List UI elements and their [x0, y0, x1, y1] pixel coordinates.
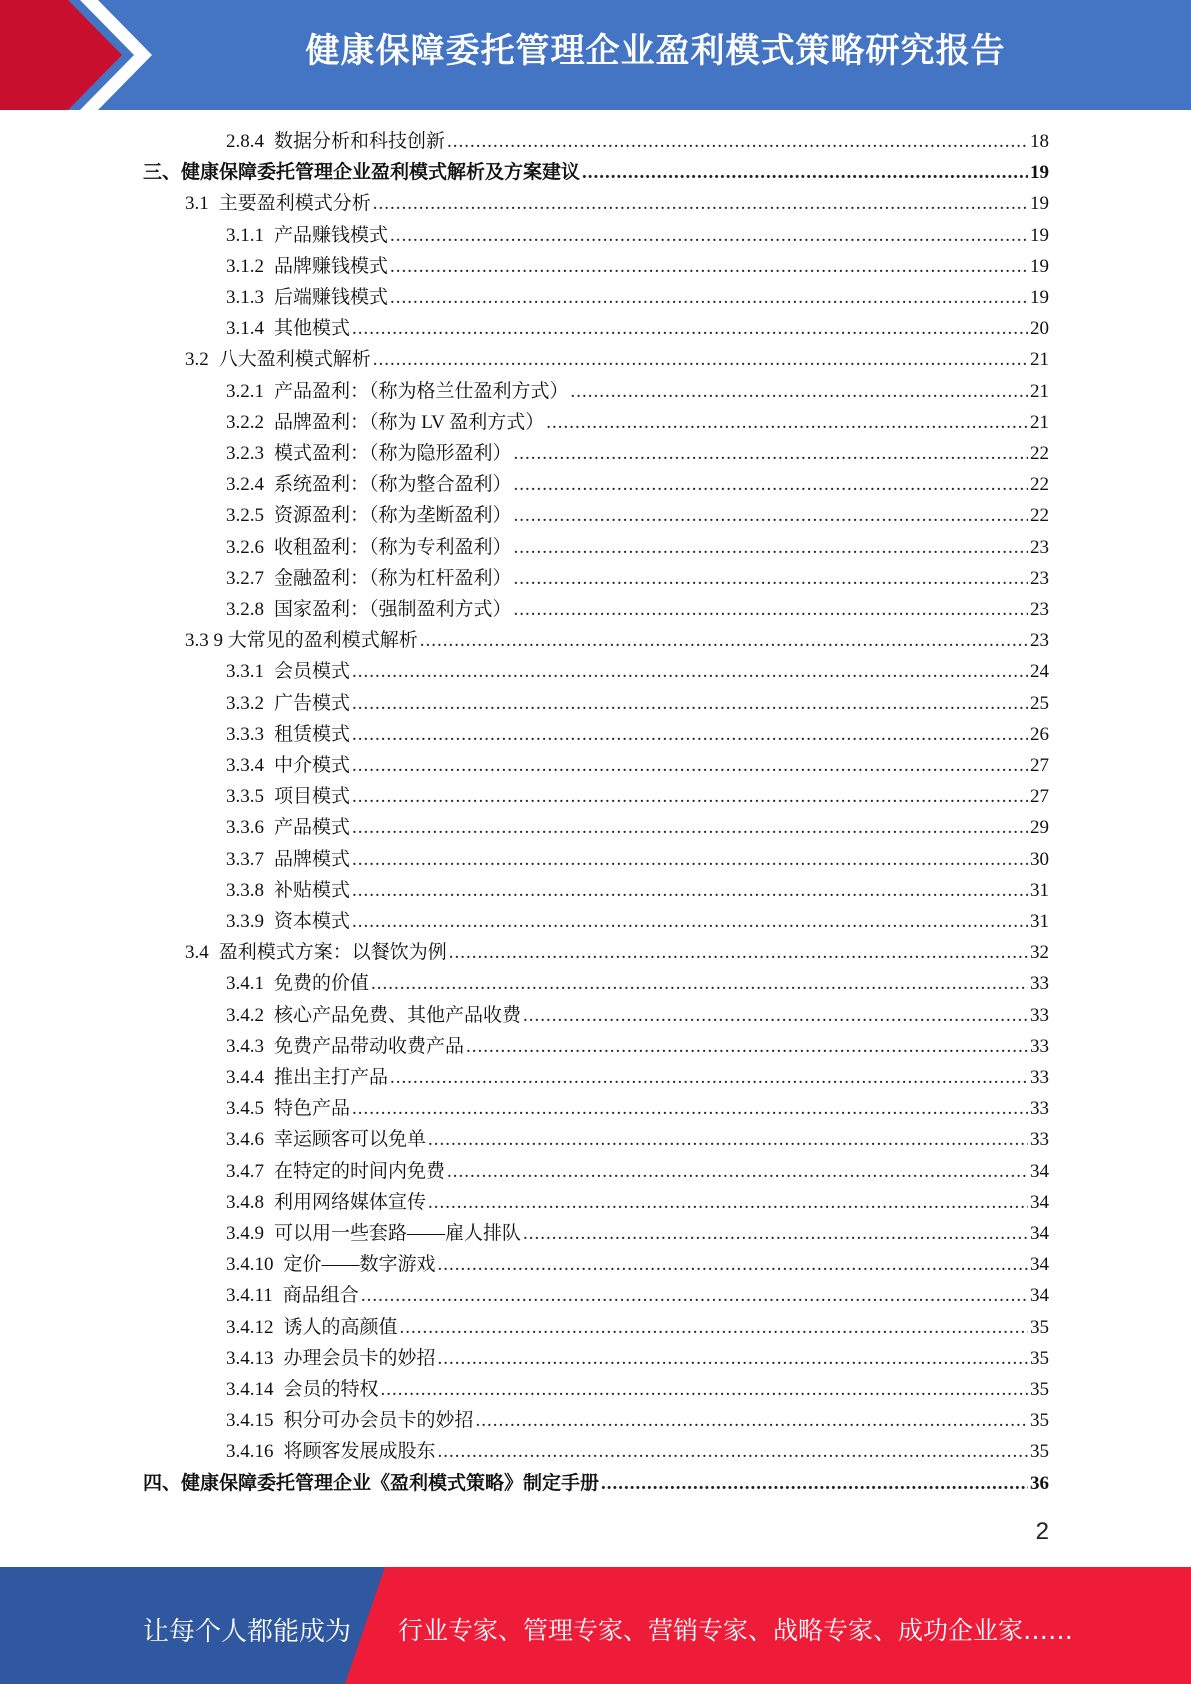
toc-entry-title: 品牌模式	[274, 848, 351, 870]
toc-entry[interactable]	[0, 783, 1049, 811]
toc-dot-leader	[514, 440, 1028, 468]
toc-entry-label	[185, 190, 371, 218]
toc-dot-leader	[352, 783, 1028, 811]
footer-slogan-right: 行业专家、管理专家、营销专家、战略专家、成功企业家……	[398, 1616, 1074, 1645]
toc-entry[interactable]	[0, 284, 1049, 312]
toc-entry-number: 3.4.4	[226, 1067, 264, 1088]
toc-entry-page: 21	[1030, 349, 1049, 371]
toc-dot-leader	[438, 1438, 1028, 1466]
toc-entry-title: 产品赚钱模式	[274, 224, 389, 246]
toc-dot-leader	[352, 814, 1028, 842]
toc-entry[interactable]	[0, 908, 1049, 936]
toc-entry-label	[226, 877, 350, 905]
toc-entry[interactable]	[0, 877, 1049, 905]
toc-dot-leader	[428, 1126, 1028, 1154]
toc-entry-page: 31	[1030, 911, 1049, 932]
toc-entry[interactable]	[0, 190, 1049, 218]
toc-entry-label	[226, 690, 350, 718]
toc-entry-page: 20	[1030, 318, 1049, 340]
toc-entry-page: 35	[1030, 1379, 1049, 1400]
toc-entry-label	[226, 1251, 436, 1279]
toc-entry-label	[226, 222, 388, 250]
toc-entry-title: 在特定的时间内免费	[274, 1160, 446, 1182]
toc-entry-number: 3.4.5	[226, 1098, 264, 1120]
header-banner	[0, 0, 1191, 110]
toc-entry[interactable]	[0, 721, 1049, 749]
toc-entry-label	[185, 939, 447, 967]
toc-entry[interactable]	[0, 970, 1049, 998]
toc-entry-number: 3.2	[185, 349, 209, 371]
toc-dot-leader	[514, 534, 1028, 562]
toc-entry[interactable]	[0, 1282, 1049, 1310]
toc-dot-leader	[361, 1282, 1028, 1310]
toc-dot-leader	[381, 1376, 1028, 1404]
toc-entry[interactable]	[0, 814, 1049, 842]
toc-entry[interactable]	[0, 596, 1049, 624]
toc-entry-number: 3.4.10	[226, 1254, 274, 1276]
toc-entry[interactable]	[0, 1376, 1049, 1404]
toc-entry-number: 3.4.8	[226, 1191, 264, 1213]
toc-entry[interactable]	[0, 1033, 1049, 1061]
toc-entry[interactable]	[0, 1345, 1049, 1373]
toc-dot-leader	[390, 1064, 1028, 1092]
toc-entry-number: 3.4.3	[226, 1035, 264, 1057]
footer-banner	[0, 1567, 1191, 1684]
toc-entry-label	[143, 1470, 599, 1498]
toc-entry-title: 可以用一些套路——雇人排队	[274, 1223, 522, 1244]
toc-dot-leader	[352, 908, 1028, 936]
toc-entry-title: 商品组合	[282, 1285, 359, 1307]
toc-entry-page: 24	[1030, 661, 1049, 683]
toc-entry-label	[226, 596, 512, 624]
toc-entry[interactable]	[0, 128, 1049, 156]
toc-entry-page: 19	[1030, 255, 1049, 277]
toc-dot-leader	[428, 1189, 1028, 1217]
toc-entry[interactable]	[0, 378, 1049, 406]
toc-dot-leader	[390, 284, 1028, 312]
toc-entry-page: 36	[1030, 1472, 1049, 1494]
toc-entry[interactable]	[0, 1251, 1049, 1279]
toc-dot-leader	[420, 627, 1028, 655]
toc-entry-number: 3.4.1	[226, 973, 264, 995]
toc-entry-number: 3.3.4	[226, 755, 264, 776]
toc-entry-title: 盈利模式方案：以餐饮为例	[218, 942, 447, 964]
toc-entry-label	[226, 1158, 445, 1186]
toc-dot-leader	[352, 658, 1028, 686]
toc-entry-number: 3.2.8	[226, 599, 264, 620]
toc-entry[interactable]	[0, 1126, 1049, 1154]
toc-entry-title: 收租盈利：（称为专利盈利）	[274, 536, 512, 558]
toc-entry-label	[226, 1126, 426, 1154]
toc-entry-number: 3.4.6	[226, 1129, 264, 1151]
toc-entry-page: 23	[1030, 630, 1049, 652]
toc-entry-title: 数据分析和科技创新	[274, 131, 446, 152]
toc-entry-title: 核心产品免费、其他产品收费	[274, 1004, 522, 1026]
footer-slogan-left: 让每个人都能成为	[143, 1617, 352, 1647]
toc-entry[interactable]	[0, 1064, 1049, 1092]
toc-entry[interactable]	[0, 159, 1049, 187]
toc-entry-page: 27	[1030, 786, 1049, 808]
toc-dot-leader	[438, 1251, 1028, 1279]
toc-entry-title: 会员的特权	[283, 1379, 379, 1400]
toc-dot-leader	[352, 690, 1028, 718]
toc-entry-number: 3.1.1	[226, 224, 264, 246]
toc-entry-title: 三、健康保障委托管理企业盈利模式解析及方案建议	[143, 162, 581, 184]
toc-entry-page: 34	[1030, 1160, 1049, 1182]
toc-entry-page: 33	[1030, 1004, 1049, 1026]
toc-entry-label	[226, 1064, 388, 1092]
toc-entry-number: 3.2.2	[226, 411, 264, 433]
toc-entry-label	[226, 1002, 521, 1030]
toc-entry[interactable]	[0, 222, 1049, 250]
toc-dot-leader	[352, 752, 1028, 780]
toc-entry-title: 免费产品带动收费产品	[274, 1035, 465, 1057]
toc-dot-leader	[449, 939, 1028, 967]
toc-entry-number: 3.1.2	[226, 255, 264, 277]
toc-dot-leader	[546, 409, 1028, 437]
toc-entry-number: 3.2.3	[226, 443, 264, 464]
toc-entry-number: 3.4.14	[226, 1379, 274, 1400]
toc-entry-title: 特色产品	[274, 1098, 351, 1120]
toc-entry-label	[185, 346, 371, 374]
toc-entry-label	[226, 658, 350, 686]
toc-entry-page: 33	[1030, 1035, 1049, 1057]
toc-entry[interactable]	[0, 346, 1049, 374]
toc-entry-label	[226, 1095, 350, 1123]
toc-entry[interactable]	[0, 1438, 1049, 1466]
toc-dot-leader	[571, 378, 1028, 406]
toc-entry-page: 21	[1030, 380, 1049, 402]
toc-entry-label	[226, 440, 512, 468]
toc-entry-label	[226, 783, 350, 811]
toc-entry-number: 3.3.6	[226, 817, 264, 839]
toc-entry-label	[226, 1438, 436, 1466]
toc-entry-title: 项目模式	[274, 786, 351, 808]
toc-entry-number: 3.4.2	[226, 1004, 264, 1026]
toc-entry-page: 23	[1030, 536, 1049, 558]
toc-entry-label	[226, 846, 350, 874]
toc-entry-number: 3.4.7	[226, 1160, 264, 1182]
toc-entry-page: 33	[1030, 1067, 1049, 1088]
toc-entry[interactable]	[0, 1470, 1049, 1498]
toc-entry-number: 3.3.5	[226, 786, 264, 808]
toc-entry-number: 3.3.8	[226, 879, 264, 901]
toc-entry-page: 22	[1030, 474, 1049, 496]
toc-entry-number: 2.8.4	[226, 131, 264, 152]
toc-entry-label	[226, 253, 388, 281]
toc-entry-label	[226, 1345, 436, 1373]
toc-dot-leader	[447, 1158, 1028, 1186]
toc-entry-page: 26	[1030, 723, 1049, 745]
toc-dot-leader	[514, 471, 1028, 499]
toc-entry-title: 品牌赚钱模式	[274, 255, 389, 277]
toc-dot-leader	[352, 877, 1028, 905]
toc-entry-label	[226, 1407, 474, 1435]
toc-entry[interactable]	[0, 471, 1049, 499]
toc-entry-title: 推出主打产品	[274, 1067, 389, 1088]
toc-entry[interactable]	[0, 846, 1049, 874]
toc-entry-page: 19	[1030, 193, 1049, 215]
toc-entry-page: 35	[1030, 1441, 1049, 1463]
toc-entry-page: 31	[1030, 879, 1049, 901]
toc-entry-label	[226, 908, 350, 936]
toc-entry[interactable]	[0, 1407, 1049, 1435]
toc-entry-number: 3.3.7	[226, 848, 264, 870]
toc-entry-label	[226, 1033, 464, 1061]
toc-entry-page: 19	[1030, 287, 1049, 308]
toc-entry-number: 3.1.3	[226, 287, 264, 308]
toc-entry-label	[226, 409, 544, 437]
toc-entry-title: 中介模式	[274, 755, 351, 776]
toc-entry-page: 35	[1030, 1347, 1049, 1369]
toc-entry-number: 3.4.11	[226, 1285, 273, 1307]
toc-entry-page: 18	[1030, 131, 1049, 152]
toc-entry[interactable]	[0, 565, 1049, 593]
toc-entry[interactable]	[0, 534, 1049, 562]
toc-entry-page: 35	[1030, 1316, 1049, 1338]
toc-dot-leader	[514, 596, 1028, 624]
toc-dot-leader	[514, 565, 1028, 593]
toc-dot-leader	[601, 1470, 1028, 1498]
toc-entry-title: 广告模式	[274, 692, 351, 714]
toc-entry-title: 利用网络媒体宣传	[274, 1191, 427, 1213]
toc-dot-leader	[352, 315, 1028, 343]
toc-entry-number: 3.3.1	[226, 661, 264, 683]
toc-entry-label	[226, 128, 445, 156]
toc-entry-label	[226, 1282, 359, 1310]
toc-dot-leader	[373, 190, 1028, 218]
toc-entry-label	[226, 502, 512, 530]
toc-entry-page: 19	[1030, 224, 1049, 246]
toc-entry-title: 产品盈利：（称为格兰仕盈利方式）	[274, 380, 569, 402]
toc-entry[interactable]	[0, 939, 1049, 967]
toc-dot-leader	[352, 1095, 1028, 1123]
toc-entry-title: 定价——数字游戏	[283, 1254, 436, 1276]
toc-entry-number: 3.3.3	[226, 723, 264, 745]
toc-entry-page: 34	[1030, 1254, 1049, 1276]
toc-entry-number: 3.4.9	[226, 1223, 264, 1244]
toc-entry-title: 主要盈利模式分析	[218, 193, 371, 215]
toc-entry[interactable]	[0, 658, 1049, 686]
toc-entry-title: 积分可办会员卡的妙招	[283, 1410, 474, 1432]
toc-entry-number: 3.1.4	[226, 318, 264, 340]
toc-entry-number: 3.4.15	[226, 1410, 274, 1432]
toc-entry-title: 品牌盈利：（称为 LV 盈利方式）	[274, 411, 545, 433]
toc-dot-leader	[523, 1002, 1028, 1030]
toc-entry-label	[226, 752, 350, 780]
toc-entry-label	[226, 1314, 398, 1342]
toc-dot-leader	[352, 846, 1028, 874]
toc-dot-leader	[371, 970, 1028, 998]
toc-entry-page: 23	[1030, 567, 1049, 589]
toc-dot-leader	[514, 502, 1028, 530]
toc-entry-page: 33	[1030, 1129, 1049, 1151]
toc-entry-page: 33	[1030, 973, 1049, 995]
toc-entry-number: 3.4	[185, 942, 209, 964]
toc-entry-number: 3.2.7	[226, 567, 264, 589]
toc-entry[interactable]	[0, 315, 1049, 343]
toc-entry-number: 3.4.16	[226, 1441, 274, 1463]
toc-entry-label	[226, 970, 369, 998]
toc-entry-page: 30	[1030, 848, 1049, 870]
toc-entry-page: 19	[1030, 162, 1049, 184]
toc-entry-page: 33	[1030, 1098, 1049, 1120]
toc-entry-title: 免费的价值	[274, 973, 370, 995]
toc-entry-label	[226, 534, 512, 562]
toc-entry[interactable]	[0, 502, 1049, 530]
toc-entry-number: 3.4.13	[226, 1347, 274, 1369]
toc-entry-title: 金融盈利：（称为杠杆盈利）	[274, 567, 512, 589]
toc-entry-number: 3.2.1	[226, 380, 264, 402]
toc-entry-number: 3.2.6	[226, 536, 264, 558]
toc-entry-number: 3.1	[185, 193, 209, 215]
toc-entry-label	[143, 159, 580, 187]
toc-entry-title: 八大盈利模式解析	[218, 349, 371, 371]
toc-entry-label	[226, 471, 512, 499]
toc-entry[interactable]	[0, 1002, 1049, 1030]
toc-entry[interactable]	[0, 409, 1049, 437]
toc-entry[interactable]	[0, 253, 1049, 281]
toc-entry-page: 35	[1030, 1410, 1049, 1432]
toc-entry-title: 会员模式	[274, 661, 351, 683]
toc-entry-label	[226, 378, 569, 406]
toc-dot-leader	[476, 1407, 1028, 1435]
toc-entry-page: 23	[1030, 599, 1049, 620]
toc-entry-page: 25	[1030, 692, 1049, 714]
toc-entry-label	[226, 1189, 426, 1217]
toc-entry-title: 租赁模式	[274, 723, 351, 745]
toc-entry-label	[185, 627, 418, 655]
toc-entry[interactable]	[0, 440, 1049, 468]
toc-entry-number: 3.3.9	[226, 911, 264, 932]
toc-entry-title: 资源盈利：（称为垄断盈利）	[274, 505, 512, 527]
toc-entry[interactable]	[0, 1220, 1049, 1248]
toc-entry-number: 3.2.4	[226, 474, 264, 496]
toc-entry-page: 29	[1030, 817, 1049, 839]
toc-dot-leader	[352, 721, 1028, 749]
page-number: 2	[1035, 1518, 1049, 1545]
toc-entry-title: 模式盈利：（称为隐形盈利）	[274, 443, 512, 464]
toc-entry-label	[226, 565, 512, 593]
toc-entry[interactable]	[0, 1095, 1049, 1123]
toc-entry-number: 3.3.2	[226, 692, 264, 714]
toc-entry-title: 将顾客发展成股东	[283, 1441, 436, 1463]
toc-entry-title: 系统盈利：（称为整合盈利）	[274, 474, 512, 496]
toc-dot-leader	[400, 1314, 1028, 1342]
toc-entry-page: 22	[1030, 505, 1049, 527]
toc-entry-label	[226, 284, 388, 312]
toc-entry-title: 诱人的高颜值	[283, 1316, 398, 1338]
toc-dot-leader	[390, 222, 1028, 250]
toc-dot-leader	[466, 1033, 1028, 1061]
toc-entry-page: 34	[1030, 1285, 1049, 1307]
toc-entry[interactable]	[0, 1189, 1049, 1217]
toc-entry-title: 幸运顾客可以免单	[274, 1129, 427, 1151]
toc-entry-title: 资本模式	[274, 911, 351, 932]
toc-dot-leader	[390, 253, 1028, 281]
toc-entry-number: 3.4.12	[226, 1316, 274, 1338]
toc-entry-title: 其他模式	[274, 318, 351, 340]
toc-entry[interactable]	[0, 752, 1049, 780]
toc-entry-page: 22	[1030, 443, 1049, 464]
toc-entry-title: 产品模式	[274, 817, 351, 839]
toc-entry-label	[226, 1376, 379, 1404]
header-title: 健康保障委托管理企业盈利模式策略研究报告	[305, 31, 1006, 71]
toc-entry-label	[226, 1220, 521, 1248]
toc-dot-leader	[373, 346, 1028, 374]
toc-entry-title: 3.3 9 大常见的盈利模式解析	[185, 630, 418, 652]
toc-dot-leader	[582, 159, 1028, 187]
toc-entry-title: 办理会员卡的妙招	[283, 1347, 436, 1369]
toc-entry-page: 32	[1030, 942, 1049, 964]
toc-entry-title: 补贴模式	[274, 879, 351, 901]
toc-entry-label	[226, 721, 350, 749]
toc-entry-page: 21	[1030, 411, 1049, 433]
toc-dot-leader	[447, 128, 1028, 156]
toc-dot-leader	[438, 1345, 1028, 1373]
toc-entry[interactable]	[0, 627, 1049, 655]
toc-entry-page: 34	[1030, 1191, 1049, 1213]
toc-entry-label	[226, 315, 350, 343]
toc-entry-title: 后端赚钱模式	[274, 287, 389, 308]
toc-entry[interactable]	[0, 1158, 1049, 1186]
toc-entry-label	[226, 814, 350, 842]
toc-entry-page: 27	[1030, 755, 1049, 776]
toc-entry-title: 国家盈利：（强制盈利方式）	[274, 599, 512, 620]
toc-dot-leader	[523, 1220, 1028, 1248]
toc-entry-number: 3.2.5	[226, 505, 264, 527]
toc-entry[interactable]	[0, 1314, 1049, 1342]
toc-entry[interactable]	[0, 690, 1049, 718]
toc-entry-page: 34	[1030, 1223, 1049, 1244]
toc-entry-title: 四、健康保障委托管理企业《盈利模式策略》制定手册	[143, 1472, 600, 1494]
